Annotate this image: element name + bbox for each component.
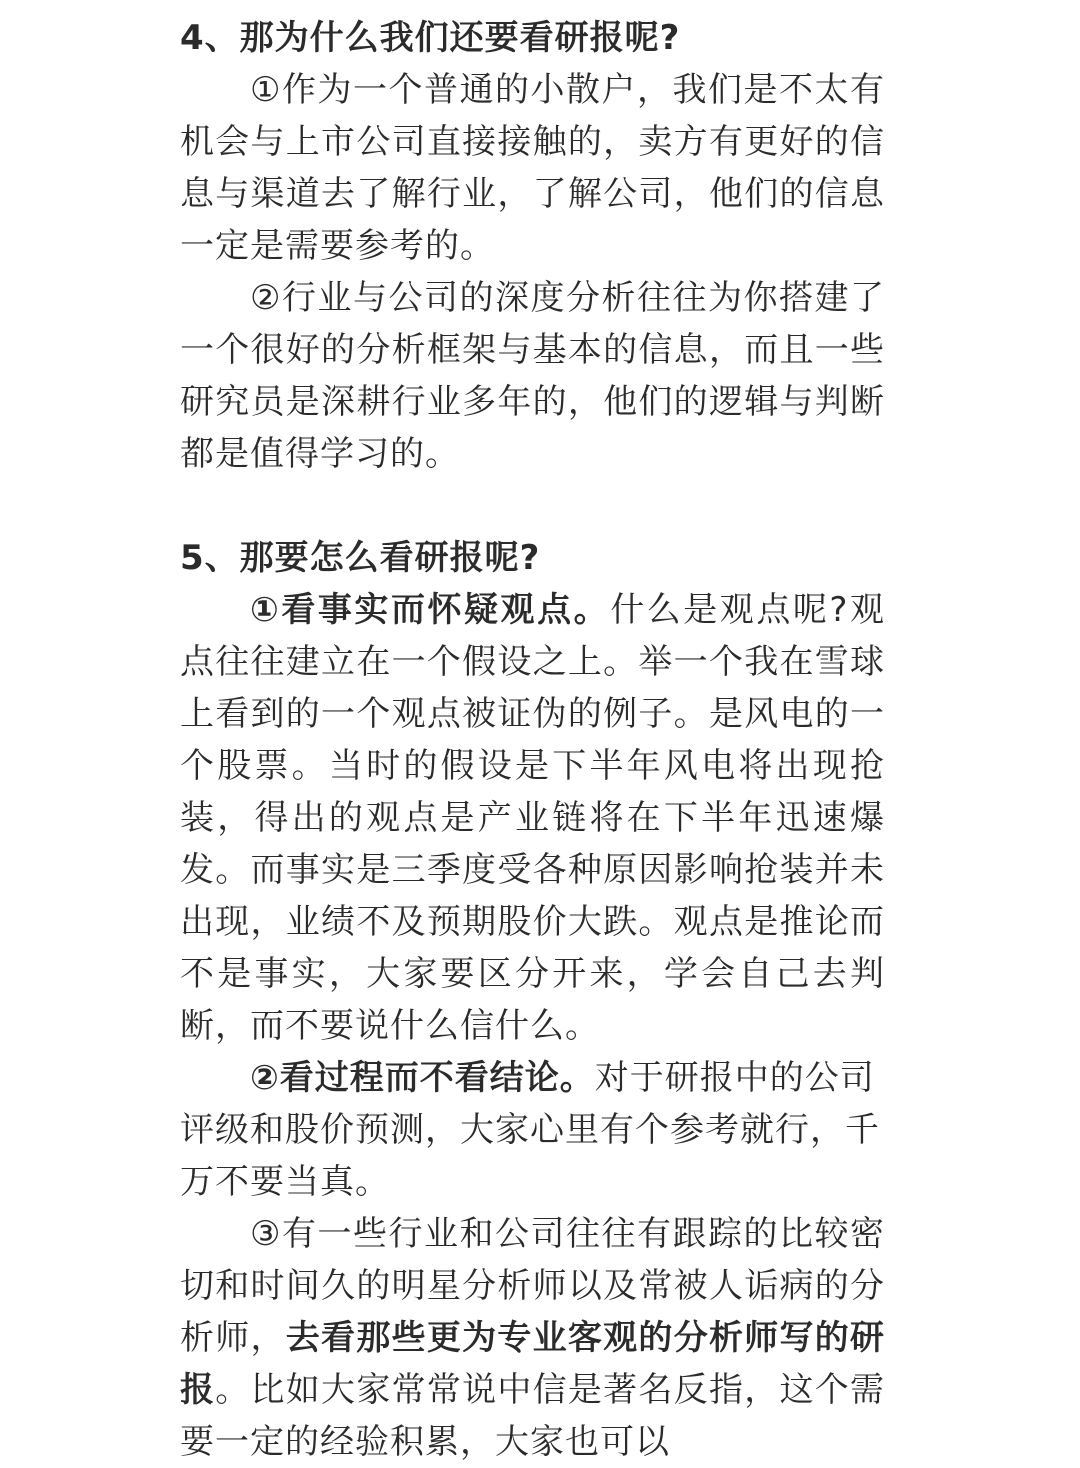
section-4-paragraph-2: ②行业与公司的深度分析往往为你搭建了一个很好的分析框架与基本的信息，而且一些研究员是深耕行业多年的，他们的逻辑与判断都是值得学习的。	[180, 278, 885, 474]
section-4-paragraph-1: ①作为一个普通的小散户，我们是不太有机会与上市公司直接接触的，卖方有更好的信息与渠道去了解行业，了解公司，他们的信息一定是需要参考的。	[180, 70, 885, 266]
section-5-paragraph-1	[180, 584, 885, 1052]
section-spacer	[180, 480, 885, 532]
section-5-point-3-bold: 去看那些更为专业客观的分析师写的研报	[180, 1318, 886, 1410]
section-5-point-1-text: 什么是观点呢?观点往往建立在一个假设之上。举一个我在雪球上看到的一个观点被证伪的例子。是风电的一个股票。当时的假设是下半年风电将出现抢装，得出的观点是产业链将在下半年迅速爆发。而事实是三季度受各种原因影响抢装并未出现，业绩不及预期股价大跌。观点是推论而不是事实，大家要区分开来，学会自己去判断，而不要说什么信什么。	[180, 590, 886, 1046]
section-4-heading: 4、那为什么我们还要看研报呢?	[180, 18, 681, 58]
section-5-point-3-text-a: ③有一些行业和公司往往有跟踪的比较密切和时间久的明星分析师以及常被人诟病的分析师，	[180, 1214, 885, 1358]
section-5-point-3-text-b: 。比如大家常常说中信是著名反指，这个需要一定的经验积累，大家也可以	[180, 1370, 886, 1462]
section-5-paragraph-2	[180, 1052, 885, 1208]
section-5-paragraph-3	[180, 1208, 885, 1468]
section-5-point-1-bold: ①看事实而怀疑观点。	[250, 590, 611, 630]
section-5-point-2-text: 对于研报中的公司评级和股价预测，大家心里有个参考就行，千万不要当真。	[180, 1058, 880, 1202]
section-5-heading: 5、那要怎么看研报呢?	[180, 538, 541, 578]
document-body	[180, 12, 885, 1468]
section-5-point-2-bold: ②看过程而不看结论。	[250, 1058, 595, 1098]
